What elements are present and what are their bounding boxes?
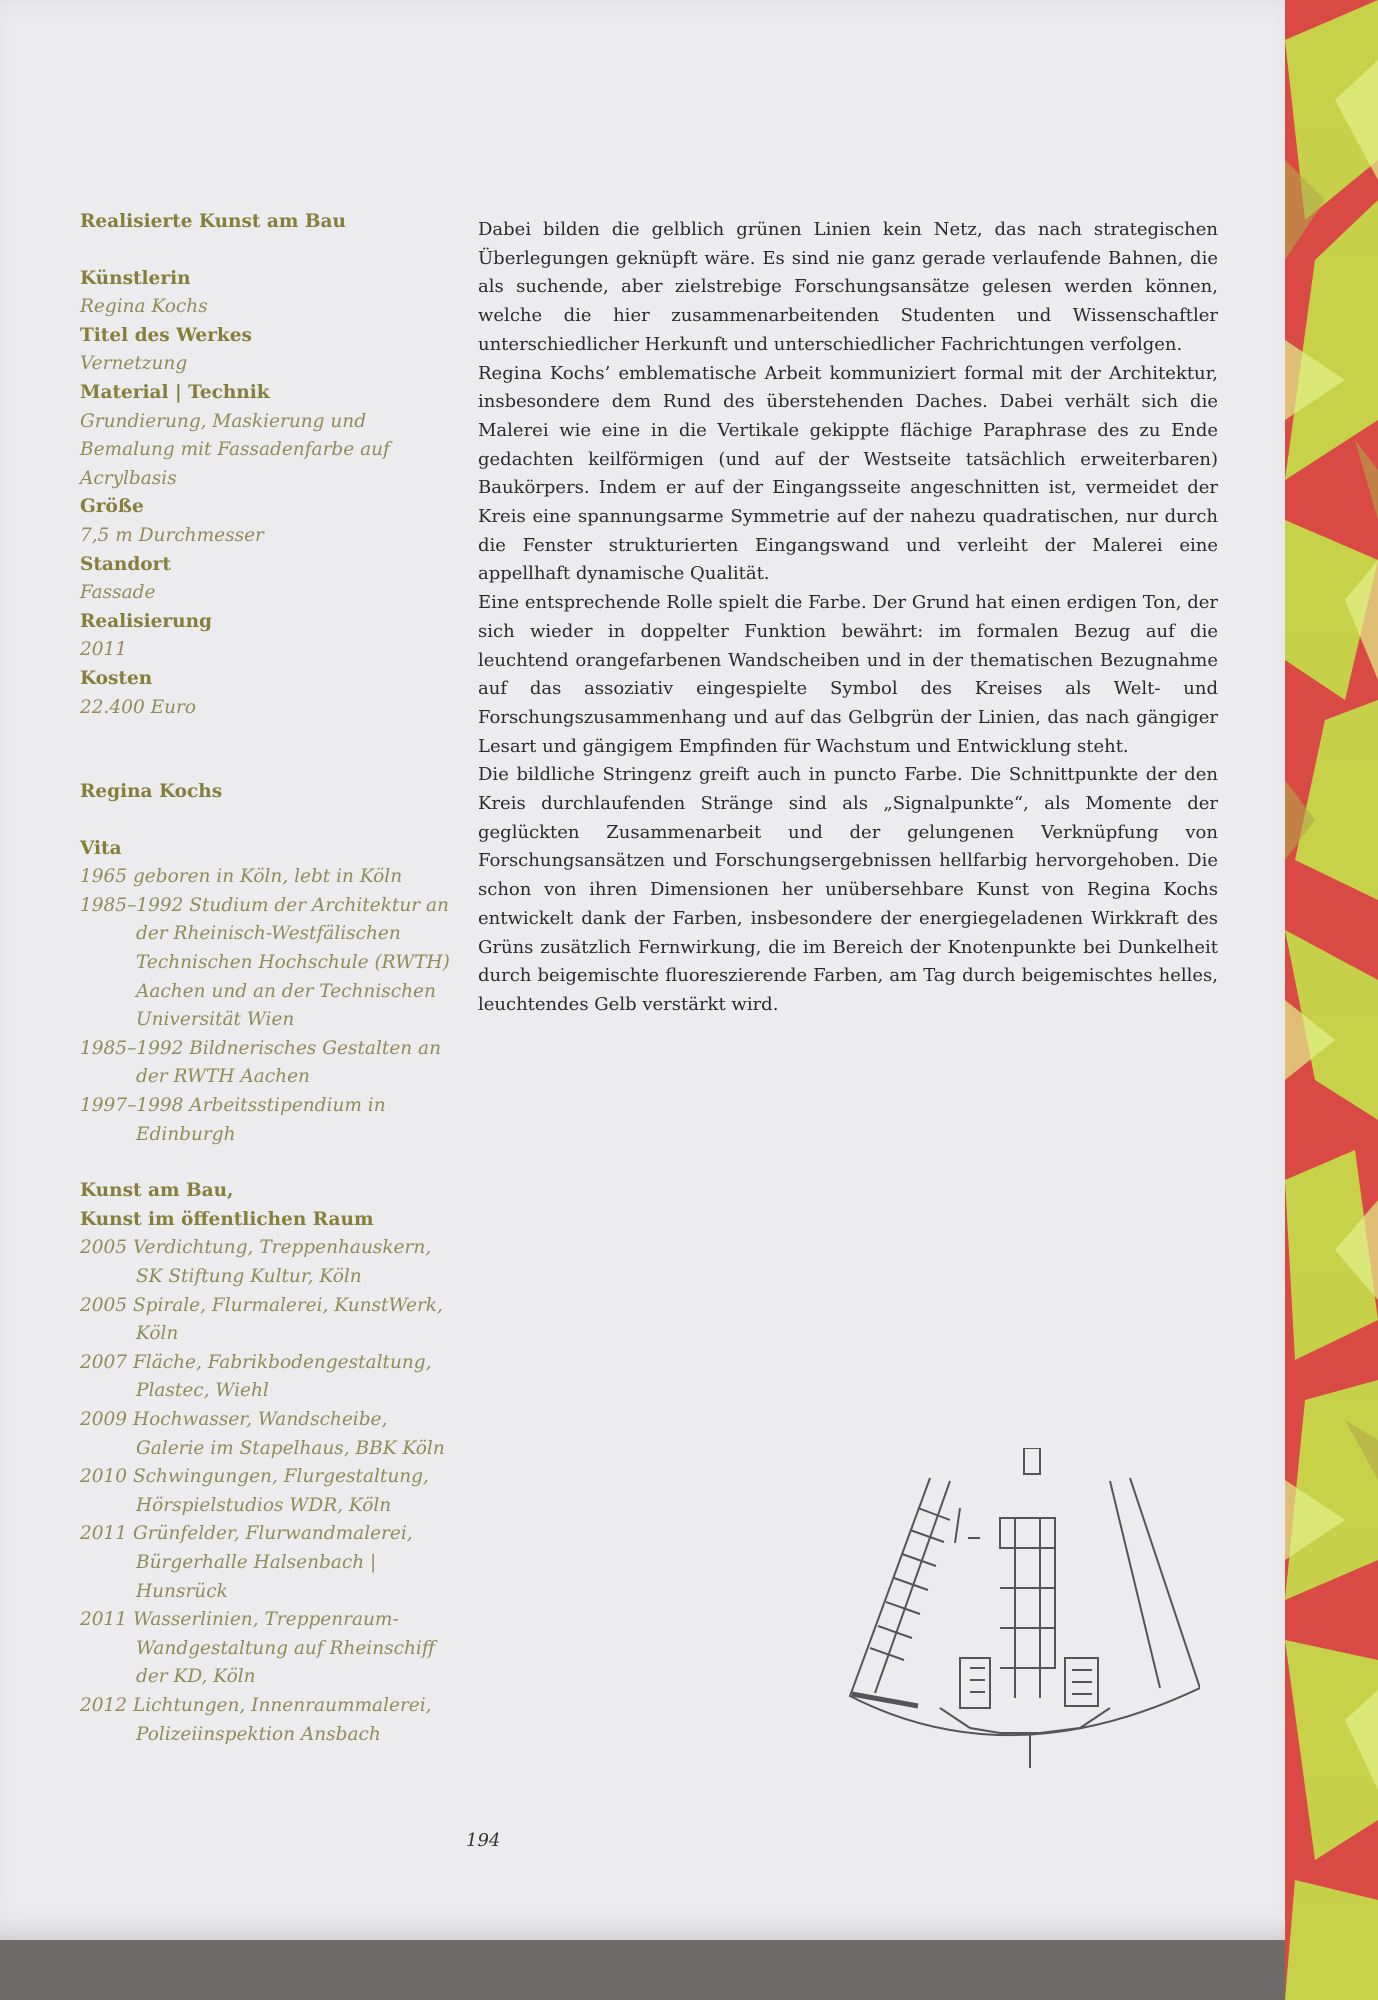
body-paragraph: Regina Kochs’ emblematische Arbeit kommuniziert formal mit der Architektur, insbesondere dem Rund des überstehenden Daches. Dabei verhält sich die Malerei wie eine in die Vertikale gekippte flächige Paraphrase des zu Ende gedachten keilförmigen (und auf der Westseite tatsächlich erweiterbaren) Baukörpers. Indem er auf der Eingangsseite angeschnitten ist, vermeidet der Kreis eine spannungsarme Symmetrie auf der nahezu quadratischen, nur durch die Fenster strukturierten Eingangswand und verleiht der Malerei eine appellhaft dynamische Qualität. (478, 362, 1218, 585)
fact-label: Realisierung (80, 610, 212, 632)
vita-list (80, 863, 460, 1149)
page-edge-shadow (0, 1940, 1300, 2000)
sidebar-facts (80, 208, 460, 1749)
book-cover-pattern (1285, 0, 1378, 2000)
floor-plan-drawing (840, 1448, 1200, 1792)
works-item: 2011 Grünfelder, Flurwandmalerei, Bürgerhalle Halsenbach | Hunsrück (80, 1523, 413, 1602)
body-paragraph: Dabei bilden die gelblich grünen Linien kein Netz, das nach strategischen Überlegungen geknüpft wäre. Es sind nie ganz gerade verlaufende Bahnen, die als suchende, aber zielstrebige Forschungsansätze gelesen werden können, welche die hier zusammenarbeitenden Studenten und Wissenschaftler unterschiedlicher Herkunft und unterschiedlicher Fachrichtungen verfolgen. (478, 219, 1218, 355)
fact-list (80, 265, 460, 723)
works-item: 2009 Hochwasser, Wandscheibe, Galerie im Stapelhaus, BBK Köln (80, 1408, 445, 1459)
fact-value: 22.400 Euro (80, 696, 197, 718)
fact-value: Regina Kochs (80, 296, 208, 318)
body-text (478, 216, 1218, 1020)
fact-value: 2011 (80, 639, 128, 661)
works-item: 2012 Lichtungen, Innenraummalerei, Polizeiinspektion Ansbach (80, 1694, 432, 1745)
fact-value: Fassade (80, 582, 156, 604)
vita-heading: Vita (80, 837, 122, 859)
works-heading-line2: Kunst im öffentlichen Raum (80, 1208, 374, 1230)
page-number: 194 (466, 1830, 501, 1851)
section-title: Realisierte Kunst am Bau (80, 211, 346, 232)
fact-value: Vernetzung (80, 353, 188, 375)
works-item: 2011 Wasserlinien, Treppenraum-Wandgestaltung auf Rheinschiff der KD, Köln (80, 1609, 435, 1688)
fact-label: Künstlerin (80, 267, 191, 289)
fact-value: Grundierung, Maskierung und Bemalung mit Fassadenfarbe auf Acrylbasis (80, 410, 390, 489)
body-paragraph: Die bildliche Stringenz greift auch in puncto Farbe. Die Schnittpunkte der den Kreis durchlaufenden Stränge sind als „Signalpunkte“, als Momente der geglückten Zusammenarbeit und der gelungenen Verknüpfung von Forschungsansätzen und Forschungsergebnissen hellfarbig hervorgehoben. Die schon von ihren Dimensionen her unübersehbare Kunst von Regina Kochs entwickelt dank der Farben, insbesondere der energiegeladenen Wirkkraft des Grüns zusätzlich Fernwirkung, die im Bereich der Knotenpunkte bei Dunkelheit durch beigemischte fluoreszierende Farben, am Tag durch beigemischtes helles, leuchtendes Gelb verstärkt wird. (478, 764, 1218, 1015)
vita-item: 1965 geboren in Köln, lebt in Köln (80, 866, 403, 888)
fact-label: Kosten (80, 667, 153, 689)
works-item: 2005 Spirale, Flurmalerei, KunstWerk, Köln (80, 1294, 443, 1345)
works-item: 2007 Fläche, Fabrikbodengestaltung, Plastec, Wiehl (80, 1351, 432, 1402)
fact-label: Standort (80, 553, 171, 575)
vita-item: 1997–1998 Arbeitsstipendium in Edinburgh (80, 1095, 386, 1145)
fact-label: Größe (80, 496, 144, 518)
fact-value: 7,5 m Durchmesser (80, 524, 264, 546)
works-list (80, 1234, 460, 1749)
body-paragraph: Eine entsprechende Rolle spielt die Farbe. Der Grund hat einen erdigen Ton, der sich wieder in doppelter Funktion bewährt: im formalen Bezug auf die leuchtend orangefarbenen Wandscheiben und in der thematischen Bezugnahme auf das assoziativ eingespielte Symbol des Kreises als Welt- und Forschungszusammenhang und auf das Gelbgrün der Linien, das nach gängiger Lesart und gängigem Empfinden für Wachstum und Entwicklung steht. (478, 592, 1218, 757)
fact-label: Titel des Werkes (80, 324, 252, 346)
works-heading-line1: Kunst am Bau, (80, 1180, 234, 1202)
artist-heading: Regina Kochs (80, 781, 223, 803)
vita-item: 1985–1992 Bildnerisches Gestalten an der RWTH Aachen (80, 1037, 442, 1088)
works-item: 2010 Schwingungen, Flurgestaltung, Hörspielstudios WDR, Köln (80, 1466, 429, 1516)
works-item: 2005 Verdichtung, Treppenhauskern, SK Stiftung Kultur, Köln (80, 1237, 432, 1287)
vita-item: 1985–1992 Studium der Architektur an der Rheinisch-Westfälischen Technischen Hochschule (RWTH) Aachen und an der Technischen Universität Wien (80, 894, 450, 1031)
fact-label: Material | Technik (80, 381, 270, 403)
